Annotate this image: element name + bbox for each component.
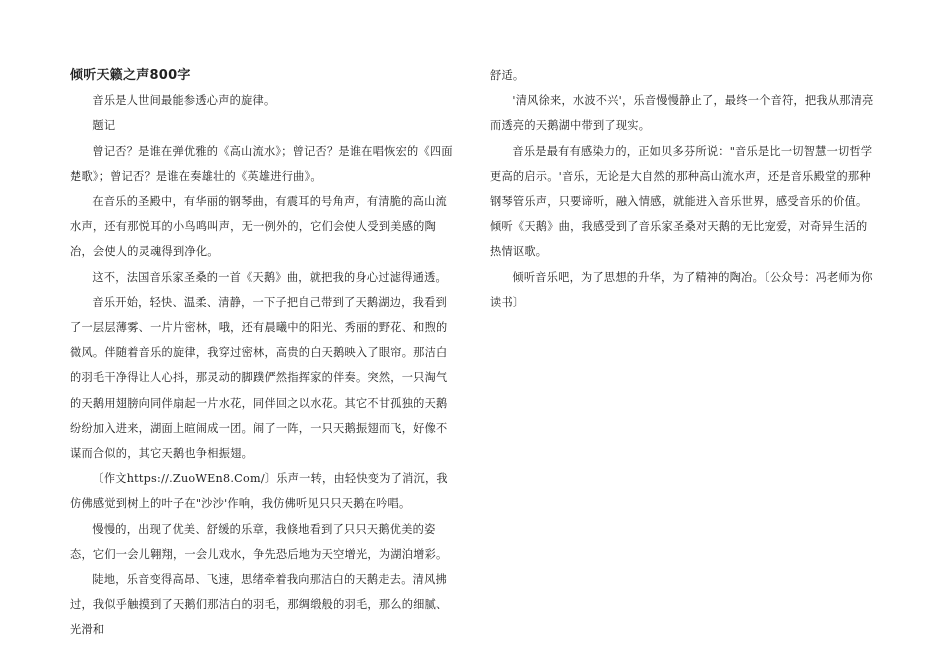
- right-column: [490, 63, 878, 315]
- paragraph-continuation: 舒适。: [490, 69, 525, 82]
- paragraph-conclusion: 倾听音乐吧，为了思想的升华，为了精神的陶冶。〔公众号：冯老师为你读书〕: [490, 270, 873, 309]
- paragraph-intro: 音乐是人世间最能参透心声的旋律。: [92, 94, 276, 108]
- paragraph-music-turns: 〔作文https://.ZuoWEn8.Com/〕乐声一转，由轻快变为了消沉，我仿佛感觉到树上的叶子在"沙沙'作响，我仿佛听见只只天鹅在吟唱。: [70, 472, 448, 511]
- paragraph-swan-intro: 这不，法国音乐家圣桑的一首《天鹅》曲，就把我的身心过滤得通透。: [92, 270, 447, 284]
- paragraph-music-hall: 在音乐的圣殿中，有华丽的钢琴曲，有震耳的号角声，有清脆的高山流水声，还有那悦耳的小鸟鸣叫声，无一例外的，它们会使人受到美感的陶冶，会使人的灵魂得到净化。: [70, 195, 447, 259]
- paragraph-ending: '清风徐来，水波不兴'，乐音慢慢静止了，最终一个音符，把我从那清亮而透亮的天鹅湖中带到了现实。: [490, 94, 874, 133]
- left-column: [70, 63, 458, 643]
- paragraph-music-begins: 音乐开始，轻快、温柔、清静，一下子把自己带到了天鹅湖边，我看到了一层层薄雾、一片片密林，哦，还有晨曦中的阳光、秀丽的野花、和煦的微风。伴随着音乐的旋律，我穿过密林，高贵的白天鹅映入了眼帘。那洁白的羽毛干净得让人心抖，那灵动的脚蹼俨然指挥家的伴奏。突然，一只淘气的天鹅用翅膀向同伴扇起一片水花，同伴回之以水花。其它不甘孤独的天鹅纷纷加入进来，湖面上暄闹成一团。闹了一阵，一只天鹅振翅而飞，好像不谋而合似的，其它天鹅也争相振翅。: [70, 295, 448, 461]
- paragraph-crescendo: 陡地，乐音变得高昂、飞速，思绪牵着我向那洁白的天鹅走去。清风拂过，我似乎触摸到了天鹅们那洁白的羽毛，那绸缎般的羽毛，那么的细腻、光滑和: [70, 573, 448, 637]
- paragraph-slow-movement: 慢慢的，出现了优美、舒缓的乐章，我倏地看到了只只天鹅优美的姿态，它们一会儿翱翔，一会儿戏水，争先恐后地为天空增光，为湖泊增彩。: [70, 522, 448, 561]
- paragraph-epigraph-label: 题记: [92, 119, 116, 133]
- paragraph-beethoven: 音乐是最有有感染力的，正如贝多芬所说："音乐是比一切智慧一切哲学更高的启示。'音乐，无论是大自然的那种高山流水声，还是音乐殿堂的那种钢琴管乐声，只要谛听，融入情感，就能进入音乐世界，感受音乐的价值。倾听《天鹅》曲，我感受到了音乐家圣桑对天鹅的无比宠爱，对奇异生活的热情讴歌。: [490, 144, 873, 259]
- paragraph-remember: 曾记否？是谁在弹优雅的《高山流水》；曾记否？是谁在唱恢宏的《四面楚歌》；曾记否？是谁在奏雄壮的《英雄进行曲》。: [70, 144, 453, 183]
- page-title: 倾听天籁之声800字: [70, 68, 191, 83]
